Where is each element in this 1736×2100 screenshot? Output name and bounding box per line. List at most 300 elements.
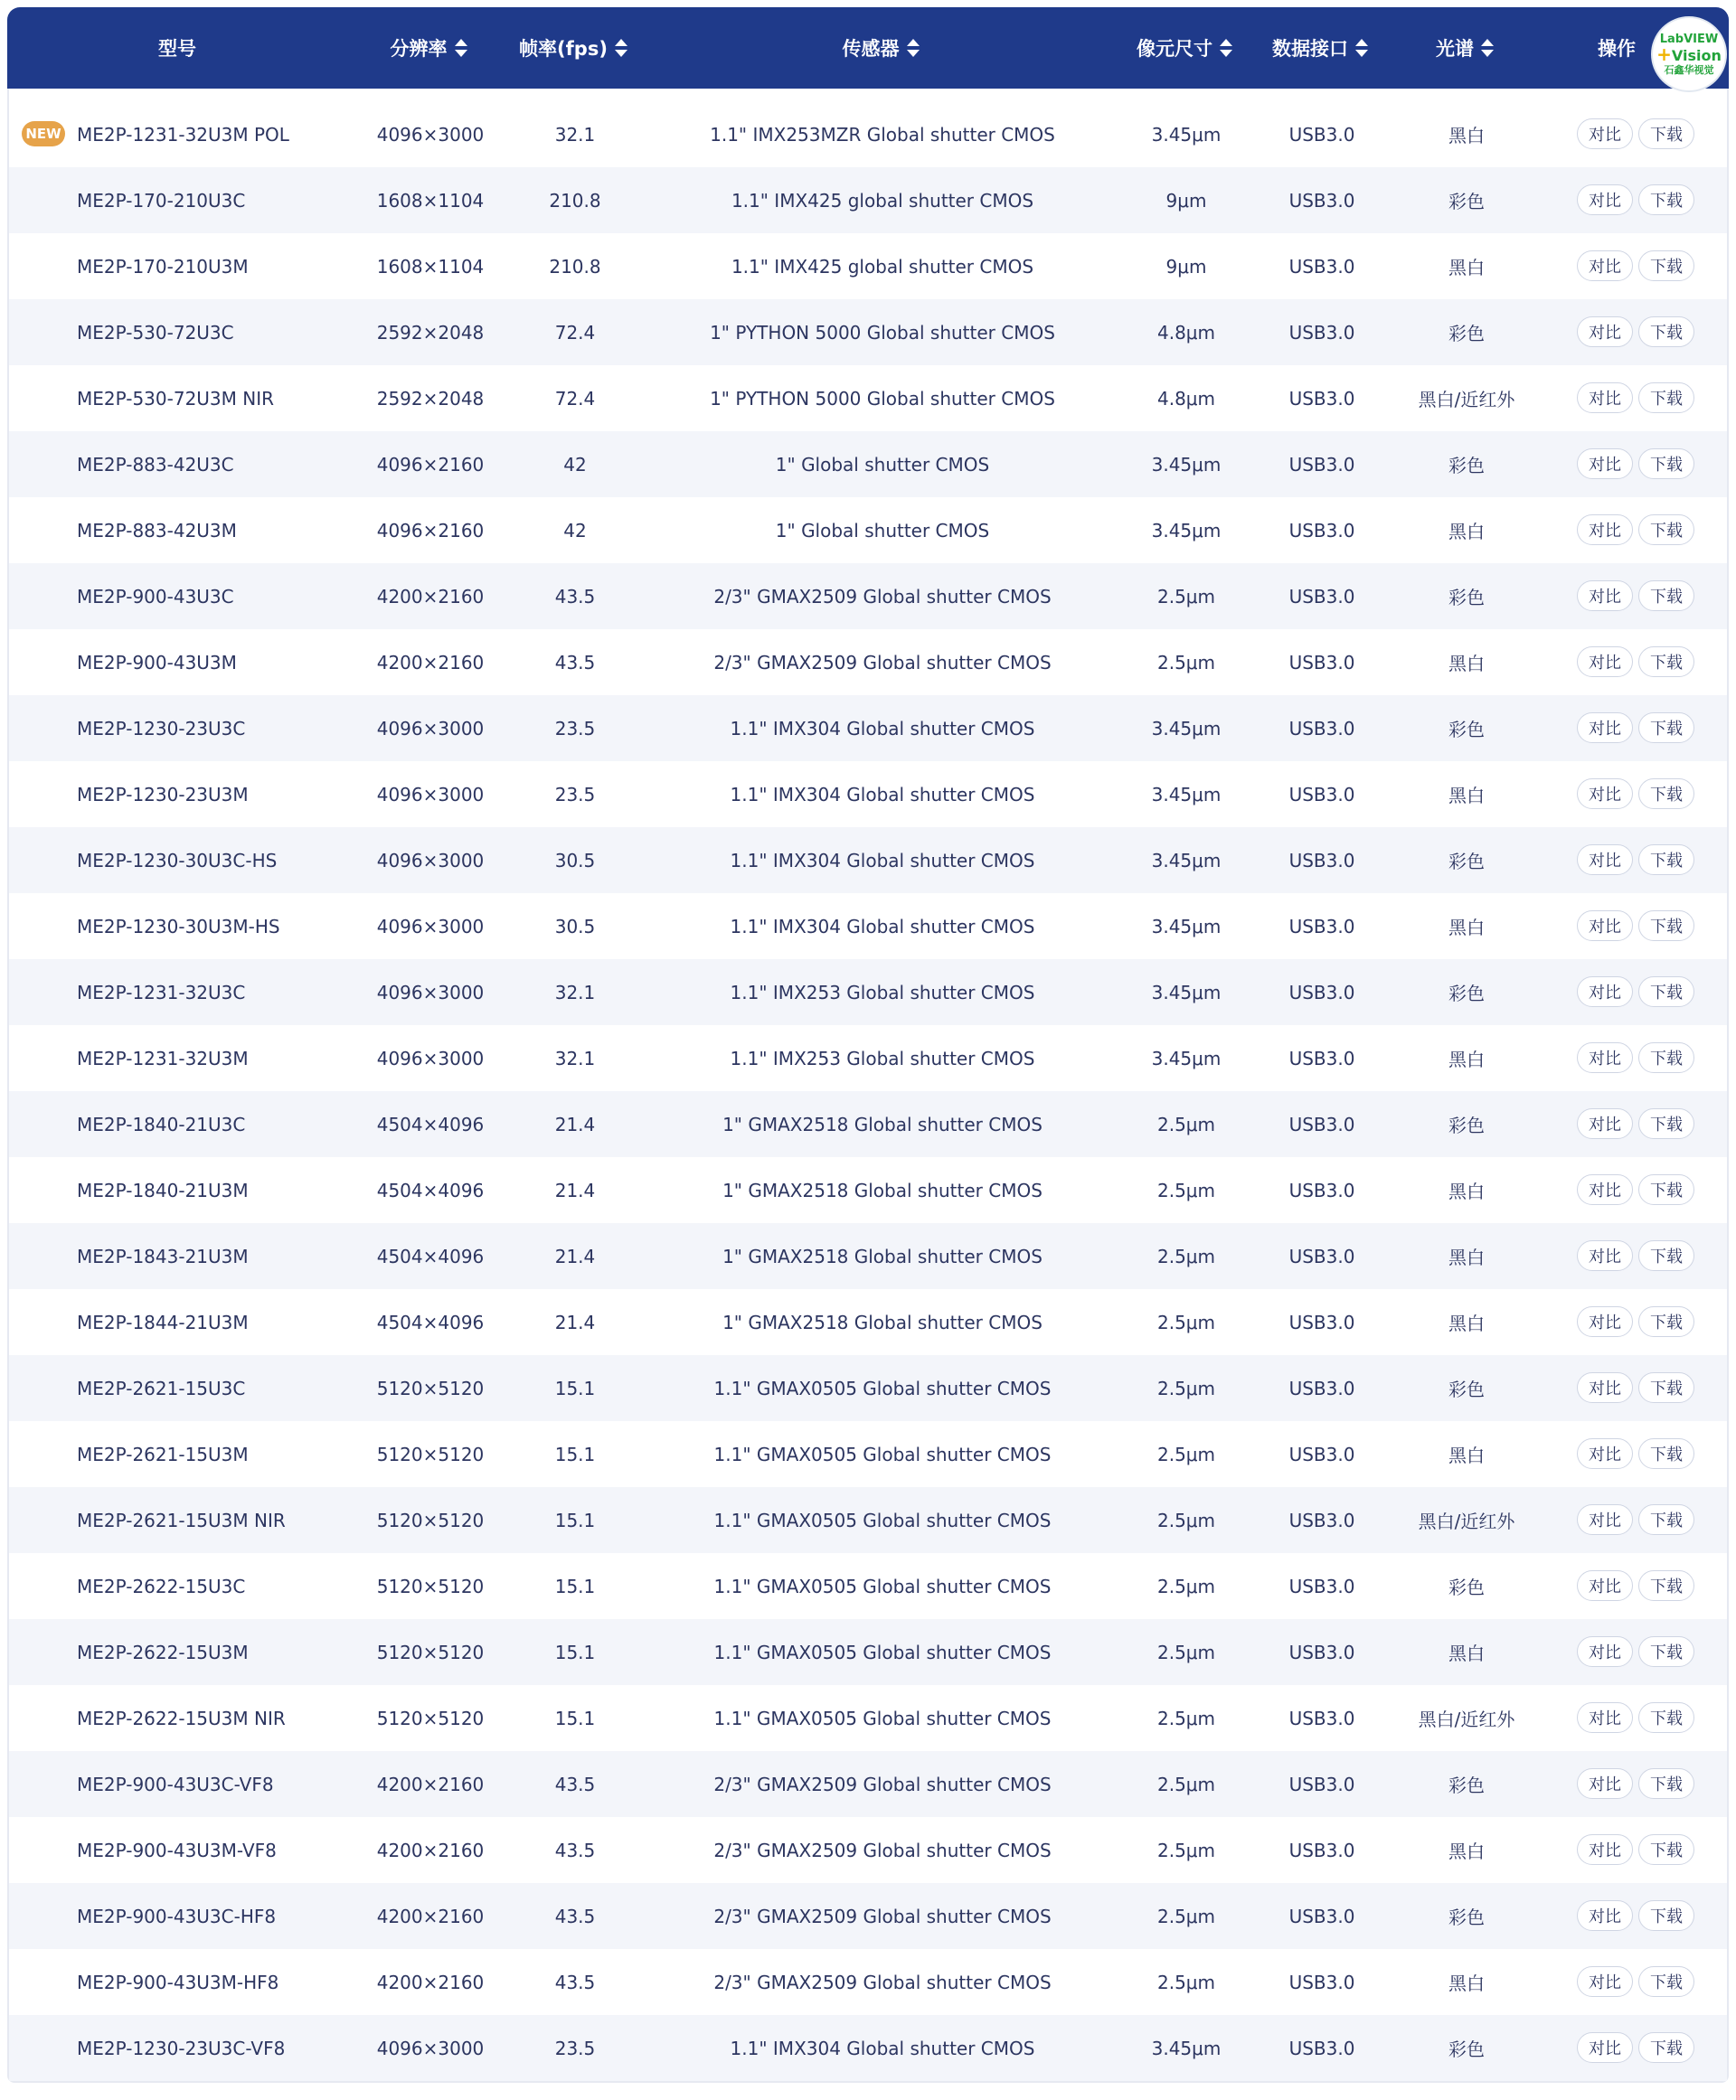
table-row [9,1619,1727,1685]
compare-button[interactable]: 对比 [1577,184,1633,215]
resolution-cell: 4096×3000 [376,123,485,146]
compare-button[interactable]: 对比 [1577,1174,1633,1205]
spectrum-cell: 彩色 [1448,983,1485,1004]
fps-cell: 23.5 [554,783,596,805]
sensor-cell: 1.1" GMAX0505 Global shutter CMOS [713,1641,1052,1663]
download-button[interactable]: 下载 [1638,778,1694,809]
resolution-cell: 4096×3000 [376,2037,485,2059]
model-cell[interactable]: ME2P-900-43U3C-HF8 [77,1905,277,1927]
pixel-size-cell: 2.5μm [1156,1179,1215,1201]
spectrum-cell: 彩色 [1448,2039,1485,2060]
table-row [9,497,1727,563]
compare-button[interactable]: 对比 [1577,646,1633,677]
compare-button[interactable]: 对比 [1577,382,1633,413]
download-button[interactable]: 下载 [1638,910,1694,941]
model-cell[interactable]: ME2P-1230-23U3C [77,717,246,739]
model-cell[interactable]: ME2P-1843-21U3M [77,1245,249,1267]
table-row [9,1751,1727,1817]
spectrum-cell: 黑白/近红外 [1418,1511,1515,1532]
sensor-cell: 1.1" GMAX0505 Global shutter CMOS [713,1707,1052,1729]
table-row [9,1157,1727,1223]
compare-button[interactable]: 对比 [1577,1768,1633,1799]
pixel-size-cell: 2.5μm [1156,1377,1215,1399]
compare-button[interactable]: 对比 [1577,976,1633,1007]
model-cell[interactable]: ME2P-900-43U3C [77,585,234,607]
download-button[interactable]: 下载 [1638,118,1694,149]
interface-cell: USB3.0 [1288,1971,1355,1993]
download-button[interactable]: 下载 [1638,580,1694,611]
fps-cell: 43.5 [554,651,596,673]
pixel-size-cell: 3.45μm [1151,981,1222,1003]
spectrum-cell: 彩色 [1448,191,1485,212]
fps-cell: 42 [563,519,587,541]
spectrum-cell: 彩色 [1448,1577,1485,1598]
table-row [9,101,1727,167]
header-col-interface[interactable]: 数据接口 [1252,7,1388,89]
sensor-cell: 1.1" IMX304 Global shutter CMOS [730,717,1035,739]
interface-cell: USB3.0 [1288,1575,1355,1597]
spectrum-cell: 彩色 [1448,1379,1485,1400]
download-button[interactable]: 下载 [1638,976,1694,1007]
pixel-size-cell: 3.45μm [1151,849,1222,871]
model-cell[interactable]: ME2P-1844-21U3M [77,1311,249,1333]
spectrum-cell: 黑白 [1448,1973,1485,1994]
plus-icon: + [1656,43,1672,65]
sensor-cell: 1" PYTHON 5000 Global shutter CMOS [710,321,1055,344]
pixel-size-cell: 2.5μm [1156,1113,1215,1135]
resolution-cell: 4200×2160 [376,1773,485,1795]
header-col-resolution[interactable]: 分辨率 [338,7,519,89]
interface-cell: USB3.0 [1288,1905,1355,1927]
sensor-cell: 2/3" GMAX2509 Global shutter CMOS [713,1773,1052,1795]
pixel-size-cell: 2.5μm [1156,1245,1215,1267]
model-cell[interactable]: ME2P-1230-30U3C-HS [77,849,278,871]
table-row [9,959,1727,1025]
download-button[interactable]: 下载 [1638,1834,1694,1865]
resolution-cell: 4096×3000 [376,981,485,1003]
table-row [9,299,1727,365]
sensor-cell: 1.1" GMAX0505 Global shutter CMOS [713,1377,1052,1399]
sensor-cell: 1.1" IMX425 global shutter CMOS [731,255,1034,278]
spectrum-cell: 黑白 [1448,1049,1485,1070]
table-row [9,1883,1727,1949]
header-col-spectrum[interactable]: 光谱 [1374,7,1555,89]
resolution-cell: 4200×2160 [376,585,485,607]
interface-cell: USB3.0 [1288,387,1355,410]
table-row [9,893,1727,959]
download-button[interactable]: 下载 [1638,844,1694,875]
header-col-pixel-size[interactable]: 像元尺寸 [1117,7,1252,89]
interface-cell: USB3.0 [1288,1311,1355,1333]
resolution-cell: 4096×3000 [376,1047,485,1069]
fps-cell: 43.5 [554,1839,596,1861]
fps-cell: 21.4 [554,1311,596,1333]
sensor-cell: 1.1" IMX253 Global shutter CMOS [730,1047,1035,1069]
model-cell[interactable]: ME2P-2622-15U3C [77,1575,246,1597]
compare-button[interactable]: 对比 [1577,1570,1633,1601]
fps-cell: 21.4 [554,1113,596,1135]
fps-cell: 42 [563,453,587,476]
table-row [9,1685,1727,1751]
pixel-size-cell: 9μm [1165,189,1207,212]
resolution-cell: 4200×2160 [376,1905,485,1927]
model-cell[interactable]: ME2P-2621-15U3M NIR [77,1509,286,1531]
interface-cell: USB3.0 [1288,1047,1355,1069]
download-button[interactable]: 下载 [1638,1768,1694,1799]
pixel-size-cell: 2.5μm [1156,585,1215,607]
sensor-cell: 1.1" IMX304 Global shutter CMOS [730,783,1035,805]
table-row [9,563,1727,629]
model-cell[interactable]: ME2P-170-210U3C [77,189,246,212]
compare-button[interactable]: 对比 [1577,1306,1633,1337]
table-header [7,7,1729,89]
model-cell[interactable]: ME2P-1231-32U3M [77,1047,249,1069]
model-cell[interactable]: ME2P-883-42U3M [77,519,237,541]
sensor-cell: 1" Global shutter CMOS [775,453,990,476]
compare-button[interactable]: 对比 [1577,1636,1633,1667]
sensor-cell: 2/3" GMAX2509 Global shutter CMOS [713,1905,1052,1927]
model-cell[interactable]: ME2P-2621-15U3M [77,1443,249,1465]
table-row [9,1421,1727,1487]
model-cell[interactable]: ME2P-900-43U3M-HF8 [77,1971,279,1993]
fps-cell: 43.5 [554,1773,596,1795]
sensor-cell: 1" GMAX2518 Global shutter CMOS [722,1311,1043,1333]
spectrum-cell: 黑白 [1448,653,1485,674]
model-cell[interactable]: ME2P-1231-32U3C [77,981,246,1003]
pixel-size-cell: 3.45μm [1151,783,1222,805]
resolution-cell: 5120×5120 [376,1377,485,1399]
sensor-cell: 1" GMAX2518 Global shutter CMOS [722,1245,1043,1267]
compare-button[interactable]: 对比 [1577,514,1633,545]
resolution-cell: 4200×2160 [376,1839,485,1861]
model-cell[interactable]: ME2P-883-42U3C [77,453,234,476]
table-row [9,1025,1727,1091]
compare-button[interactable]: 对比 [1577,316,1633,347]
spectrum-cell: 黑白 [1448,785,1485,806]
download-button[interactable]: 下载 [1638,1240,1694,1271]
table-row [9,695,1727,761]
fps-cell: 32.1 [554,1047,596,1069]
fps-cell: 32.1 [554,123,596,146]
table-row [9,1091,1727,1157]
pixel-size-cell: 3.45μm [1151,123,1222,146]
resolution-cell: 5120×5120 [376,1443,485,1465]
resolution-cell: 4504×4096 [376,1311,485,1333]
download-button[interactable]: 下载 [1638,1504,1694,1535]
spectrum-cell: 黑白 [1448,1643,1485,1664]
pixel-size-cell: 2.5μm [1156,1773,1215,1795]
download-button[interactable]: 下载 [1638,2032,1694,2063]
compare-button[interactable]: 对比 [1577,1900,1633,1931]
resolution-cell: 2592×2048 [376,321,485,344]
table-row [9,1289,1727,1355]
sort-icon[interactable] [1220,38,1232,58]
table-body [7,89,1729,2083]
interface-cell: USB3.0 [1288,915,1355,937]
resolution-cell: 4200×2160 [376,1971,485,1993]
fps-cell: 21.4 [554,1245,596,1267]
spectrum-cell: 黑白 [1448,1841,1485,1862]
download-button[interactable]: 下载 [1638,1570,1694,1601]
download-button[interactable]: 下载 [1638,1966,1694,1997]
table-row [9,827,1727,893]
spectrum-cell: 彩色 [1448,1115,1485,1136]
resolution-cell: 4504×4096 [376,1179,485,1201]
interface-cell: USB3.0 [1288,717,1355,739]
download-button[interactable]: 下载 [1638,448,1694,479]
fps-cell: 72.4 [554,387,596,410]
sensor-cell: 1.1" GMAX0505 Global shutter CMOS [713,1443,1052,1465]
sensor-cell: 1.1" IMX253 Global shutter CMOS [730,981,1035,1003]
compare-button[interactable]: 对比 [1577,712,1633,743]
sensor-cell: 1" GMAX2518 Global shutter CMOS [722,1113,1043,1135]
table-row [9,1355,1727,1421]
spectrum-cell: 彩色 [1448,719,1485,740]
spectrum-cell: 黑白/近红外 [1418,1709,1515,1730]
sensor-cell: 2/3" GMAX2509 Global shutter CMOS [713,585,1052,607]
sensor-cell: 2/3" GMAX2509 Global shutter CMOS [713,1971,1052,1993]
sensor-cell: 1.1" IMX425 global shutter CMOS [731,189,1034,212]
spectrum-cell: 黑白/近红外 [1418,389,1515,410]
product-table [7,7,1729,2083]
spectrum-cell: 黑白 [1448,1445,1485,1466]
sort-icon[interactable] [615,38,627,58]
download-button[interactable]: 下载 [1638,250,1694,281]
compare-button[interactable]: 对比 [1577,1966,1633,1997]
table-row [9,1223,1727,1289]
sensor-cell: 1" PYTHON 5000 Global shutter CMOS [710,387,1055,410]
compare-button[interactable]: 对比 [1577,1240,1633,1271]
interface-cell: USB3.0 [1288,1641,1355,1663]
fps-cell: 72.4 [554,321,596,344]
model-cell[interactable]: ME2P-530-72U3M NIR [77,387,275,410]
download-button[interactable]: 下载 [1638,1042,1694,1073]
fps-cell: 30.5 [554,849,596,871]
download-button[interactable]: 下载 [1638,382,1694,413]
resolution-cell: 4096×3000 [376,915,485,937]
sensor-cell: 1" Global shutter CMOS [775,519,990,541]
interface-cell: USB3.0 [1288,1509,1355,1531]
resolution-cell: 5120×5120 [376,1641,485,1663]
model-cell[interactable]: ME2P-1840-21U3M [77,1179,249,1201]
compare-button[interactable]: 对比 [1577,1702,1633,1733]
download-button[interactable]: 下载 [1638,1438,1694,1469]
model-cell[interactable]: ME2P-900-43U3C-VF8 [77,1773,274,1795]
header-col-fps[interactable]: 帧率(fps) [510,7,637,89]
pixel-size-cell: 9μm [1165,255,1207,278]
sensor-cell: 2/3" GMAX2509 Global shutter CMOS [713,651,1052,673]
model-cell[interactable]: ME2P-1230-23U3M [77,783,249,805]
interface-cell: USB3.0 [1288,1707,1355,1729]
sensor-cell: 1.1" IMX253MZR Global shutter CMOS [710,123,1055,146]
interface-cell: USB3.0 [1288,849,1355,871]
spectrum-cell: 黑白 [1448,1247,1485,1268]
model-cell[interactable]: ME2P-1840-21U3C [77,1113,246,1135]
pixel-size-cell: 4.8μm [1156,321,1215,344]
model-cell[interactable]: ME2P-1231-32U3M POL [77,123,289,146]
spectrum-cell: 彩色 [1448,323,1485,344]
interface-cell: USB3.0 [1288,783,1355,805]
table-row [9,629,1727,695]
sensor-cell: 1" GMAX2518 Global shutter CMOS [722,1179,1043,1201]
fps-cell: 32.1 [554,981,596,1003]
interface-cell: USB3.0 [1288,1839,1355,1861]
compare-button[interactable]: 对比 [1577,844,1633,875]
download-button[interactable]: 下载 [1638,1174,1694,1205]
resolution-cell: 4504×4096 [376,1245,485,1267]
resolution-cell: 4504×4096 [376,1113,485,1135]
download-button[interactable]: 下载 [1638,1108,1694,1139]
interface-cell: USB3.0 [1288,123,1355,146]
model-cell[interactable]: ME2P-1230-30U3M-HS [77,915,280,937]
resolution-cell: 4200×2160 [376,651,485,673]
resolution-cell: 4096×2160 [376,453,485,476]
fps-cell: 43.5 [554,1905,596,1927]
model-cell[interactable]: ME2P-1230-23U3C-VF8 [77,2037,286,2059]
pixel-size-cell: 2.5μm [1156,1575,1215,1597]
fps-cell: 15.1 [554,1707,596,1729]
fps-cell: 30.5 [554,915,596,937]
fps-cell: 210.8 [549,189,601,212]
download-button[interactable]: 下载 [1638,316,1694,347]
compare-button[interactable]: 对比 [1577,118,1633,149]
sensor-cell: 1.1" IMX304 Global shutter CMOS [730,915,1035,937]
pixel-size-cell: 4.8μm [1156,387,1215,410]
interface-cell: USB3.0 [1288,1245,1355,1267]
compare-button[interactable]: 对比 [1577,580,1633,611]
resolution-cell: 4096×3000 [376,783,485,805]
pixel-size-cell: 3.45μm [1151,453,1222,476]
spectrum-cell: 彩色 [1448,455,1485,476]
fps-cell: 43.5 [554,1971,596,1993]
resolution-cell: 4096×3000 [376,717,485,739]
fps-cell: 15.1 [554,1641,596,1663]
pixel-size-cell: 3.45μm [1151,1047,1222,1069]
interface-cell: USB3.0 [1288,1113,1355,1135]
spectrum-cell: 黑白 [1448,917,1485,938]
resolution-cell: 5120×5120 [376,1575,485,1597]
interface-cell: USB3.0 [1288,2037,1355,2059]
table-row [9,431,1727,497]
download-button[interactable]: 下载 [1638,1702,1694,1733]
compare-button[interactable]: 对比 [1577,2032,1633,2063]
download-button[interactable]: 下载 [1638,646,1694,677]
sort-icon[interactable] [1355,38,1368,58]
sort-icon[interactable] [455,38,467,58]
pixel-size-cell: 2.5μm [1156,1443,1215,1465]
table-row [9,2015,1727,2081]
download-button[interactable]: 下载 [1638,1306,1694,1337]
compare-button[interactable]: 对比 [1577,1504,1633,1535]
table-row [9,365,1727,431]
pixel-size-cell: 2.5μm [1156,1641,1215,1663]
fps-cell: 210.8 [549,255,601,278]
spectrum-cell: 彩色 [1448,1907,1485,1928]
download-button[interactable]: 下载 [1638,514,1694,545]
compare-button[interactable]: 对比 [1577,250,1633,281]
interface-cell: USB3.0 [1288,321,1355,344]
spectrum-cell: 黑白 [1448,257,1485,278]
table-row [9,1553,1727,1619]
resolution-cell: 5120×5120 [376,1509,485,1531]
sort-icon[interactable] [907,38,920,58]
download-button[interactable]: 下载 [1638,1900,1694,1931]
sensor-cell: 1.1" IMX304 Global shutter CMOS [730,849,1035,871]
resolution-cell: 2592×2048 [376,387,485,410]
resolution-cell: 1608×1104 [376,255,485,278]
new-badge: NEW [22,121,65,146]
download-button[interactable]: 下载 [1638,184,1694,215]
download-button[interactable]: 下载 [1638,1372,1694,1403]
model-cell[interactable]: ME2P-2621-15U3C [77,1377,246,1399]
spectrum-cell: 彩色 [1448,1775,1485,1796]
model-cell[interactable]: ME2P-900-43U3M-VF8 [77,1839,277,1861]
compare-button[interactable]: 对比 [1577,1438,1633,1469]
fps-cell: 15.1 [554,1509,596,1531]
pixel-size-cell: 3.45μm [1151,2037,1222,2059]
fps-cell: 15.1 [554,1377,596,1399]
labview-vision-logo: LabVIEW +Vision 石鑫华视觉 [1651,16,1727,92]
compare-button[interactable]: 对比 [1577,1108,1633,1139]
table-row [9,1949,1727,2015]
header-col-sensor[interactable]: 传感器 [627,7,1134,89]
sensor-cell: 1.1" GMAX0505 Global shutter CMOS [713,1575,1052,1597]
spectrum-cell: 黑白 [1448,1181,1485,1202]
header-col-model: 型号 [158,38,196,60]
spectrum-cell: 黑白 [1448,1313,1485,1334]
resolution-cell: 5120×5120 [376,1707,485,1729]
compare-button[interactable]: 对比 [1577,448,1633,479]
spectrum-cell: 彩色 [1448,851,1485,872]
compare-button[interactable]: 对比 [1577,910,1633,941]
spectrum-cell: 黑白 [1448,521,1485,542]
download-button[interactable]: 下载 [1638,712,1694,743]
compare-button[interactable]: 对比 [1577,1042,1633,1073]
compare-button[interactable]: 对比 [1577,778,1633,809]
sensor-cell: 1.1" IMX304 Global shutter CMOS [730,2037,1035,2059]
pixel-size-cell: 2.5μm [1156,651,1215,673]
interface-cell: USB3.0 [1288,255,1355,278]
compare-button[interactable]: 对比 [1577,1372,1633,1403]
table-row [9,233,1727,299]
compare-button[interactable]: 对比 [1577,1834,1633,1865]
pixel-size-cell: 2.5μm [1156,1905,1215,1927]
model-cell[interactable]: ME2P-2622-15U3M [77,1641,249,1663]
model-cell[interactable]: ME2P-2622-15U3M NIR [77,1707,286,1729]
fps-cell: 15.1 [554,1575,596,1597]
interface-cell: USB3.0 [1288,585,1355,607]
model-cell[interactable]: ME2P-530-72U3C [77,321,234,344]
fps-cell: 43.5 [554,585,596,607]
interface-cell: USB3.0 [1288,651,1355,673]
table-row [9,1817,1727,1883]
download-button[interactable]: 下载 [1638,1636,1694,1667]
table-row [9,167,1727,233]
interface-cell: USB3.0 [1288,1443,1355,1465]
pixel-size-cell: 2.5μm [1156,1311,1215,1333]
header-col-actions: 操作 [1598,38,1636,60]
spectrum-cell: 彩色 [1448,587,1485,608]
model-cell[interactable]: ME2P-900-43U3M [77,651,237,673]
sort-icon[interactable] [1481,38,1494,58]
interface-cell: USB3.0 [1288,1773,1355,1795]
fps-cell: 23.5 [554,717,596,739]
interface-cell: USB3.0 [1288,453,1355,476]
interface-cell: USB3.0 [1288,519,1355,541]
pixel-size-cell: 2.5μm [1156,1839,1215,1861]
pixel-size-cell: 3.45μm [1151,717,1222,739]
model-cell[interactable]: ME2P-170-210U3M [77,255,249,278]
